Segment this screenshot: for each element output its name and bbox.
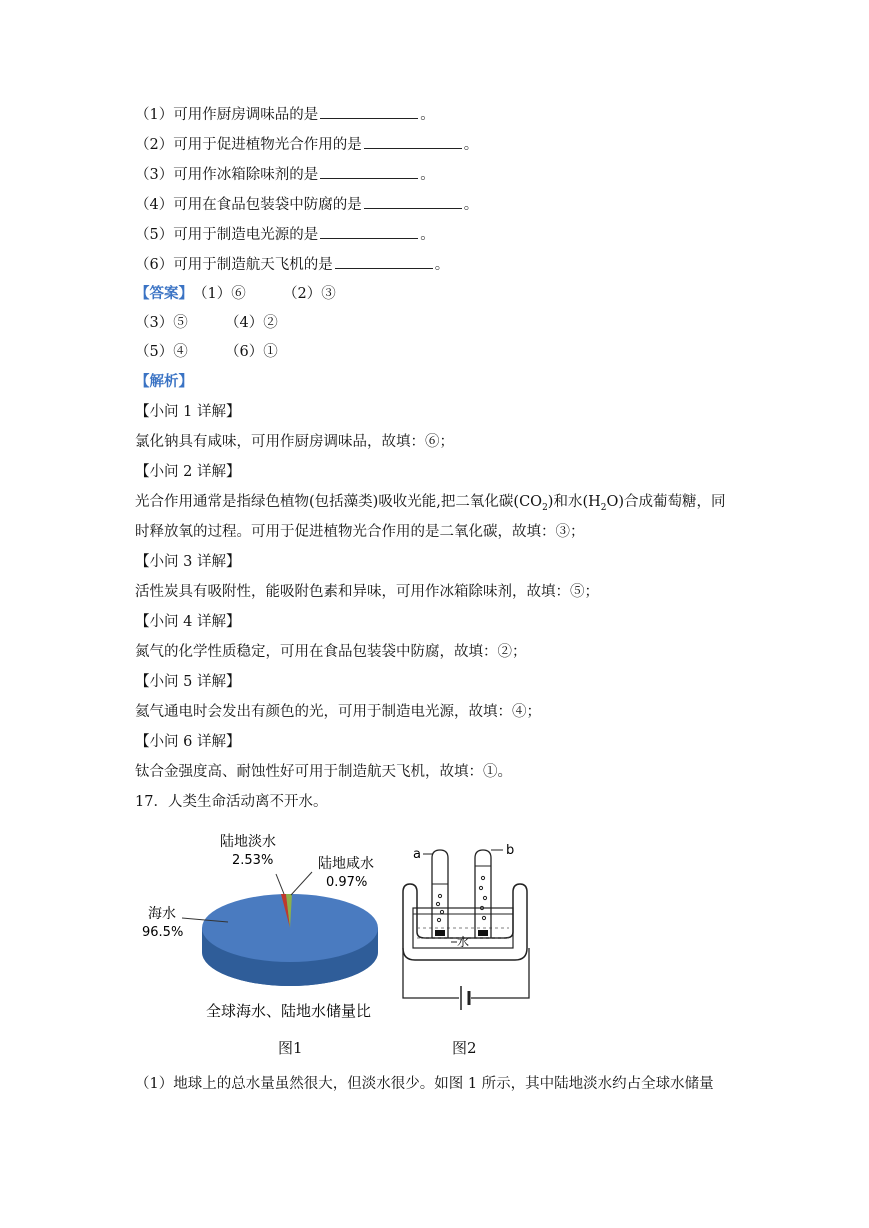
detail-title-5: 【小问 5 详解】: [135, 674, 241, 690]
bubble: [437, 918, 440, 921]
analysis-label: 【解析】: [135, 373, 193, 390]
sea-value: 96.5%: [142, 925, 184, 940]
answer-blank[interactable]: [335, 254, 433, 269]
question-3: （3）可用作冰箱除味剂的是 。: [135, 164, 435, 185]
question-4: （4）可用在食品包装袋中防腐的是 。: [135, 194, 478, 215]
answer-row-1: 【答案】（1）⑥ （2）③: [135, 285, 336, 302]
bubble: [438, 894, 441, 897]
sea-label: 海水: [148, 906, 176, 922]
answer-row-2: （3）⑤ （4）②: [135, 315, 278, 331]
water-label: 水: [457, 935, 470, 949]
detail-text-1: 氯化钠具有咸味，可用作厨房调味品，故填：⑥；: [135, 434, 454, 450]
figure-2-name: 图2: [452, 1039, 477, 1057]
detail-text-2: 光合作用通常是指绿色植物(包括藻类)吸收光能,把二氧化碳$(CO_2)$和水$(H_2O)$合成葡萄糖，同: [135, 494, 726, 513]
figure-1-name: 图1: [278, 1039, 303, 1057]
detail-title-6: 【小问 6 详解】: [135, 734, 241, 750]
detail-text-6: 钛合金强度高、耐蚀性好可用于制造航天飞机，故填：①。: [135, 764, 512, 780]
question-6: （6）可用于制造航天飞机的是 。: [135, 254, 449, 275]
wire-left: [403, 948, 459, 998]
electrode-b: [478, 930, 488, 936]
salt-value: 0.97%: [326, 875, 368, 890]
bubble: [479, 886, 482, 889]
answer-label: 【答案】: [135, 285, 193, 302]
bubble: [482, 916, 485, 919]
question-2: （2）可用于促进植物光合作用的是 。: [135, 134, 478, 155]
electrode-a: [435, 930, 445, 936]
figure-2-electrolysis-diagram: [395, 838, 545, 1013]
answer-blank[interactable]: [364, 134, 462, 149]
question-17: 17．人类生命活动离不开水。: [135, 794, 328, 810]
fresh-label: 陆地淡水: [220, 834, 276, 850]
detail-title-4: 【小问 4 详解】: [135, 614, 241, 630]
detail-text-3: 活性炭具有吸附性，能吸附色素和异味，可用作冰箱除味剂，故填：⑤；: [135, 584, 599, 600]
detail-title-3: 【小问 3 详解】: [135, 554, 241, 570]
salt-label: 陆地咸水: [318, 856, 374, 872]
leader-salt: [291, 872, 312, 895]
answer-blank[interactable]: [320, 224, 418, 239]
answer-blank[interactable]: [320, 104, 418, 119]
leader-fresh: [276, 874, 284, 894]
detail-title-2: 【小问 2 详解】: [135, 464, 241, 480]
label-b: b: [506, 843, 515, 858]
test-tube-b: [475, 850, 491, 938]
answer-row-3: （5）④ （6）①: [135, 344, 278, 360]
bubble: [483, 896, 486, 899]
bubble: [436, 902, 439, 905]
detail-text-5: 氦气通电时会发出有颜色的光，可用于制造电光源，故填：④；: [135, 704, 541, 720]
question-1: （1）可用作厨房调味品的是 。: [135, 104, 435, 125]
answer-blank[interactable]: [320, 164, 418, 179]
question-5: （5）可用于制造电光源的是 。: [135, 224, 435, 245]
wire-right: [471, 948, 529, 998]
answer-blank[interactable]: [364, 194, 462, 209]
label-a: a: [413, 847, 421, 862]
fresh-value: 2.53%: [232, 853, 274, 868]
question-17-part-1: （1）地球上的总水量虽然很大，但淡水很少。如图 1 所示，其中陆地淡水约占全球水储量: [135, 1076, 714, 1092]
figure-1-caption: 全球海水、陆地水储量比: [206, 1002, 372, 1020]
detail-title-1: 【小问 1 详解】: [135, 404, 241, 420]
detail-text-2b: 时释放氧的过程。可用于促进植物光合作用的是二氧化碳，故填：③；: [135, 524, 585, 540]
figure-1-pie-chart: [140, 830, 400, 1030]
bubble: [440, 910, 443, 913]
detail-text-4: 氮气的化学性质稳定，可用在食品包装袋中防腐，故填：②；: [135, 644, 527, 660]
bubble: [481, 876, 484, 879]
